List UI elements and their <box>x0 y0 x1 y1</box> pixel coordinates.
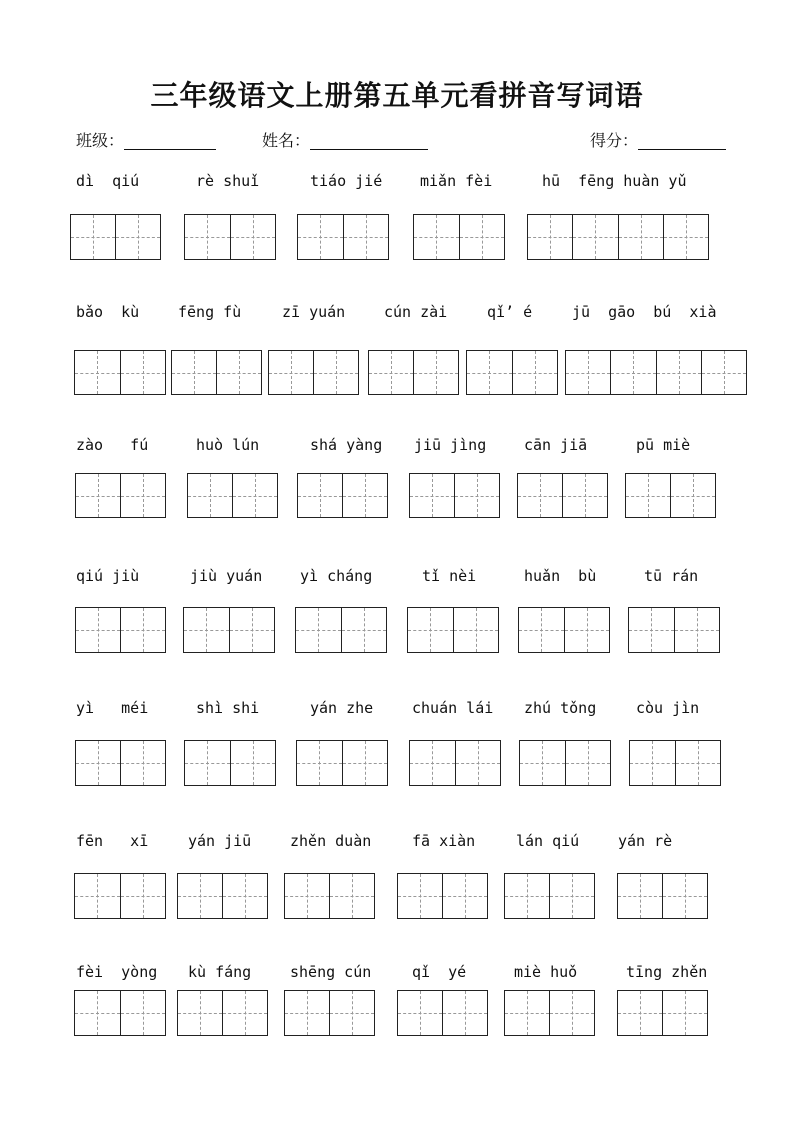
tianzige-cell[interactable] <box>188 474 232 517</box>
pinyin-label: miǎn fèi <box>420 172 493 190</box>
tianzige-cell[interactable] <box>398 874 442 918</box>
answer-grid <box>397 873 488 919</box>
pinyin-label: cān jiā <box>524 436 588 454</box>
score-field <box>590 128 726 151</box>
answer-grid <box>183 607 275 653</box>
tianzige-cell[interactable] <box>564 608 610 652</box>
tianzige-cell[interactable] <box>298 215 343 259</box>
tianzige-cell[interactable] <box>518 474 562 517</box>
name-blank[interactable] <box>310 133 428 150</box>
tianzige-cell[interactable] <box>618 215 663 259</box>
tianzige-cell[interactable] <box>467 351 512 394</box>
pinyin-label: zī yuán <box>282 303 346 321</box>
tianzige-cell[interactable] <box>222 991 267 1035</box>
tianzige-cell[interactable] <box>410 474 454 517</box>
answer-grid <box>284 873 375 919</box>
answer-grid <box>625 473 716 518</box>
tianzige-cell[interactable] <box>342 741 388 785</box>
page-title: 三年级语文上册第五单元看拼音写词语 <box>150 79 644 112</box>
pinyin-label: qǐ’ é <box>487 303 533 321</box>
pinyin-label: yì cháng <box>300 567 373 585</box>
tianzige-cell[interactable] <box>120 741 165 785</box>
tianzige-cell[interactable] <box>229 608 275 652</box>
pinyin-label: dì qiú <box>76 172 140 190</box>
tianzige-cell[interactable] <box>230 215 276 259</box>
answer-grid <box>295 607 387 653</box>
pinyin-label: yì méi <box>76 699 149 717</box>
tianzige-cell[interactable] <box>222 874 267 918</box>
pinyin-label: còu jìn <box>636 699 700 717</box>
tianzige-cell[interactable] <box>120 874 166 918</box>
pinyin-label: yán jiū <box>188 832 252 850</box>
tianzige-cell[interactable] <box>120 608 165 652</box>
answer-grid <box>466 350 558 395</box>
tianzige-cell[interactable] <box>549 874 594 918</box>
answer-grid <box>177 990 268 1036</box>
name-field <box>262 128 428 151</box>
answer-grid <box>407 607 499 653</box>
pinyin-label: shì shi <box>196 699 260 717</box>
tianzige-cell[interactable] <box>562 474 607 517</box>
pinyin-label: qǐ yé <box>412 963 467 981</box>
answer-grid <box>565 350 747 395</box>
tianzige-cell[interactable] <box>505 874 549 918</box>
tianzige-cell[interactable] <box>701 351 746 394</box>
tianzige-cell[interactable] <box>442 991 487 1035</box>
answer-grid <box>413 214 505 260</box>
answer-grid <box>74 873 166 919</box>
answer-grid <box>504 873 595 919</box>
class-label: 班级： <box>76 131 125 150</box>
answer-grid <box>75 740 166 786</box>
tianzige-cell[interactable] <box>565 741 611 785</box>
pinyin-label: tǐ nèi <box>422 567 477 585</box>
pinyin-label: pū miè <box>636 436 691 454</box>
answer-grid <box>187 473 278 518</box>
tianzige-cell[interactable] <box>269 351 313 394</box>
tianzige-cell[interactable] <box>398 991 442 1035</box>
tianzige-cell[interactable] <box>120 991 166 1035</box>
pinyin-label: yán zhe <box>310 699 374 717</box>
pinyin-label: qiú jiù <box>76 567 140 585</box>
tianzige-cell[interactable] <box>369 351 413 394</box>
tianzige-cell[interactable] <box>675 741 721 785</box>
tianzige-cell[interactable] <box>453 608 499 652</box>
tianzige-cell[interactable] <box>184 608 229 652</box>
tianzige-cell[interactable] <box>329 874 374 918</box>
tianzige-cell[interactable] <box>313 351 358 394</box>
tianzige-cell[interactable] <box>75 991 120 1035</box>
tianzige-cell[interactable] <box>630 741 675 785</box>
tianzige-cell[interactable] <box>343 215 389 259</box>
pinyin-label: tīng zhěn <box>626 963 708 981</box>
tianzige-cell[interactable] <box>185 215 230 259</box>
tianzige-cell[interactable] <box>75 351 120 394</box>
pinyin-label: huò lún <box>196 436 260 454</box>
tianzige-cell[interactable] <box>329 991 374 1035</box>
tianzige-cell[interactable] <box>674 608 720 652</box>
score-label: 得分： <box>590 131 639 150</box>
pinyin-label: jū gāo bú xià <box>572 303 717 321</box>
answer-grid <box>177 873 268 919</box>
score-blank[interactable] <box>638 133 726 150</box>
tianzige-cell[interactable] <box>572 215 617 259</box>
tianzige-cell[interactable] <box>76 474 120 517</box>
tianzige-cell[interactable] <box>120 474 165 517</box>
tianzige-cell[interactable] <box>454 474 499 517</box>
tianzige-cell[interactable] <box>528 215 572 259</box>
class-field <box>76 128 216 151</box>
tianzige-cell[interactable] <box>230 741 276 785</box>
answer-grid <box>74 350 166 395</box>
answer-grid <box>297 473 388 518</box>
answer-grid <box>70 214 161 260</box>
tianzige-cell[interactable] <box>216 351 261 394</box>
tianzige-cell[interactable] <box>455 741 501 785</box>
tianzige-cell[interactable] <box>410 741 455 785</box>
tianzige-cell[interactable] <box>76 741 120 785</box>
answer-grid <box>629 740 721 786</box>
answer-grid <box>527 214 709 260</box>
tianzige-cell[interactable] <box>297 741 342 785</box>
pinyin-label: shá yàng <box>310 436 383 454</box>
pinyin-label: kù fáng <box>188 963 252 981</box>
answer-grid <box>409 740 501 786</box>
answer-grid <box>519 740 611 786</box>
pinyin-label: fā xiàn <box>412 832 476 850</box>
pinyin-label: miè huǒ <box>514 963 578 981</box>
answer-grid <box>74 990 166 1036</box>
pinyin-label: tiáo jié <box>310 172 383 190</box>
answer-grid <box>504 990 595 1036</box>
tianzige-cell[interactable] <box>626 474 670 517</box>
class-blank[interactable] <box>124 133 216 150</box>
answer-grid <box>409 473 500 518</box>
pinyin-label: tū rán <box>644 567 699 585</box>
tianzige-cell[interactable] <box>414 215 459 259</box>
pinyin-label: zhěn duàn <box>290 832 372 850</box>
tianzige-cell[interactable] <box>662 874 707 918</box>
answer-grid <box>617 873 708 919</box>
tianzige-cell[interactable] <box>662 991 707 1035</box>
answer-grid <box>397 990 488 1036</box>
answer-grid <box>628 607 720 653</box>
pinyin-label: cún zài <box>384 303 448 321</box>
tianzige-cell[interactable] <box>185 741 230 785</box>
tianzige-cell[interactable] <box>75 874 120 918</box>
tianzige-cell[interactable] <box>670 474 715 517</box>
tianzige-cell[interactable] <box>610 351 655 394</box>
answer-grid <box>171 350 262 395</box>
pinyin-label: yán rè <box>618 832 673 850</box>
tianzige-cell[interactable] <box>618 991 662 1035</box>
name-label: 姓名： <box>262 131 311 150</box>
tianzige-cell[interactable] <box>285 874 329 918</box>
tianzige-cell[interactable] <box>341 608 387 652</box>
tianzige-cell[interactable] <box>296 608 341 652</box>
answer-grid <box>284 990 375 1036</box>
tianzige-cell[interactable] <box>566 351 610 394</box>
tianzige-cell[interactable] <box>342 474 387 517</box>
tianzige-cell[interactable] <box>232 474 277 517</box>
pinyin-label: fēn xī <box>76 832 149 850</box>
tianzige-cell[interactable] <box>408 608 453 652</box>
answer-grid <box>184 740 276 786</box>
pinyin-label: rè shuǐ <box>196 172 260 190</box>
tianzige-cell[interactable] <box>413 351 458 394</box>
tianzige-cell[interactable] <box>172 351 216 394</box>
tianzige-cell[interactable] <box>629 608 674 652</box>
answer-grid <box>297 214 389 260</box>
answer-grid <box>268 350 359 395</box>
tianzige-cell[interactable] <box>459 215 505 259</box>
tianzige-cell[interactable] <box>519 608 564 652</box>
pinyin-label: hū fēng huàn yǔ <box>542 172 687 190</box>
tianzige-cell[interactable] <box>549 991 594 1035</box>
tianzige-cell[interactable] <box>115 215 160 259</box>
tianzige-cell[interactable] <box>76 608 120 652</box>
answer-grid <box>75 473 166 518</box>
answer-grid <box>368 350 459 395</box>
answer-grid <box>518 607 610 653</box>
tianzige-cell[interactable] <box>120 351 166 394</box>
answer-grid <box>184 214 276 260</box>
answer-grid <box>296 740 388 786</box>
tianzige-cell[interactable] <box>512 351 558 394</box>
tianzige-cell[interactable] <box>520 741 565 785</box>
tianzige-cell[interactable] <box>618 874 662 918</box>
tianzige-cell[interactable] <box>663 215 708 259</box>
tianzige-cell[interactable] <box>656 351 701 394</box>
tianzige-cell[interactable] <box>505 991 549 1035</box>
pinyin-label: jiū jìng <box>414 436 487 454</box>
pinyin-label: bǎo kù <box>76 303 140 321</box>
pinyin-label: shēng cún <box>290 963 372 981</box>
tianzige-cell[interactable] <box>442 874 487 918</box>
pinyin-label: zào fú <box>76 436 149 454</box>
tianzige-cell[interactable] <box>178 991 222 1035</box>
answer-grid <box>617 990 708 1036</box>
pinyin-label: fēng fù <box>178 303 242 321</box>
tianzige-cell[interactable] <box>285 991 329 1035</box>
tianzige-cell[interactable] <box>71 215 115 259</box>
pinyin-label: fèi yòng <box>76 963 158 981</box>
answer-grid <box>75 607 166 653</box>
pinyin-label: zhú tǒng <box>524 699 597 717</box>
pinyin-label: chuán lái <box>412 699 494 717</box>
pinyin-label: jiù yuán <box>190 567 263 585</box>
pinyin-label: huǎn bù <box>524 567 597 585</box>
tianzige-cell[interactable] <box>298 474 342 517</box>
tianzige-cell[interactable] <box>178 874 222 918</box>
answer-grid <box>517 473 608 518</box>
pinyin-label: lán qiú <box>516 832 580 850</box>
